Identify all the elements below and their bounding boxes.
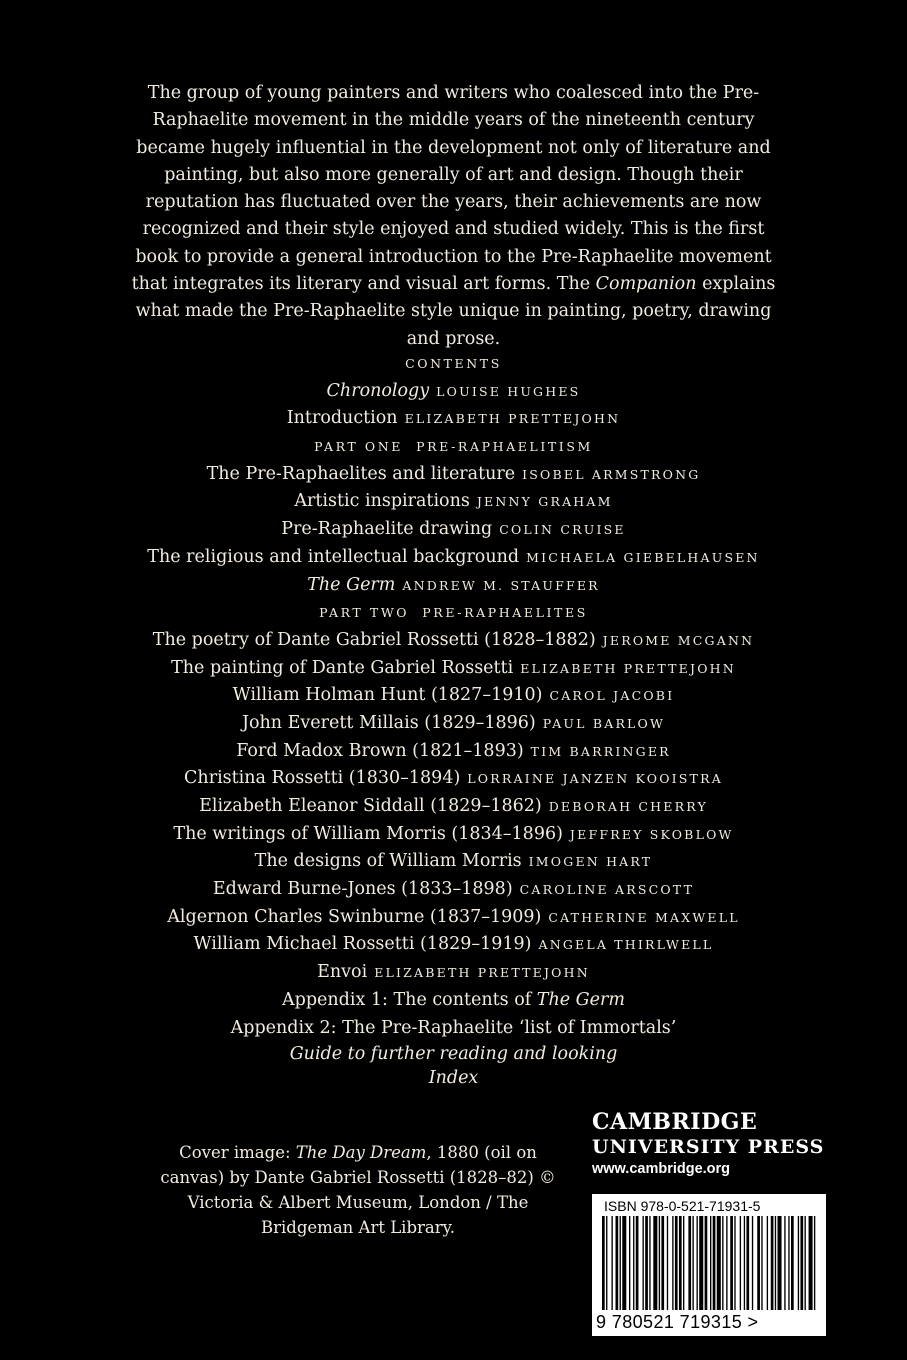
barcode-bar (697, 1216, 698, 1310)
toc-title: Edward Burne-Jones (1833–1898) (212, 879, 513, 900)
barcode-bar (814, 1216, 815, 1310)
toc-title: Algernon Charles Swinburne (1837–1909) (167, 906, 542, 927)
part-one-heading: PART ONE PRE-RAPHAELITISM (314, 439, 593, 455)
toc-entry (60, 710, 847, 738)
barcode-bar (726, 1216, 727, 1310)
barcode-bar (767, 1216, 768, 1310)
toc-title: The religious and intellectual background (147, 546, 520, 567)
barcode-bar (734, 1216, 735, 1310)
toc-title: Appendix 2: The Pre-Raphaelite ‘list of Immortals’ (230, 1017, 677, 1038)
barcode-bar (622, 1216, 626, 1310)
toc-title-italic: The Germ (536, 989, 625, 1010)
barcode-bar (717, 1216, 721, 1310)
barcode-bar (675, 1216, 678, 1310)
toc-entry (60, 461, 847, 489)
part-two-heading: PART TWO PRE-RAPHAELITES (319, 605, 588, 621)
toc-entry-guide: Guide to further reading and looking (289, 1044, 618, 1065)
blurb-companion: Companion (595, 274, 697, 295)
barcode-bar (757, 1216, 760, 1310)
barcode-bar (784, 1216, 785, 1310)
toc-entry (60, 627, 847, 655)
publisher-sub: UNIVERSITY PRESS (592, 1136, 825, 1158)
barcode-bar (730, 1216, 733, 1310)
toc-author: CATHERINE MAXWELL (548, 909, 740, 925)
toc-entry-index: Index (428, 1068, 479, 1089)
credit-artwork: The Day Dream (295, 1143, 427, 1162)
barcode-bars (600, 1216, 818, 1310)
barcode-bar (713, 1216, 716, 1310)
back-cover-blurb (120, 80, 787, 353)
barcode-bar (672, 1216, 673, 1310)
barcode-bar (710, 1216, 711, 1310)
barcode-bar (722, 1216, 723, 1310)
barcode-bar (761, 1216, 762, 1310)
toc-entry (60, 655, 847, 683)
barcode-bar (653, 1216, 657, 1310)
toc-title: John Everett Millais (1829–1896) (241, 712, 536, 733)
credit-rest: , 1880 (oil on canvas) by Dante Gabriel Rossetti (1828–82) © Victoria & Albert Museum, London / The Bridgeman Art Library. (160, 1143, 556, 1237)
barcode-bar (616, 1216, 619, 1310)
publisher-url: www.cambridge.org (592, 1161, 731, 1177)
toc-title: William Michael Rossetti (1829–1919) (193, 934, 532, 955)
toc-entry-chronology (60, 378, 847, 406)
barcode-bar (620, 1216, 621, 1310)
toc-entry (60, 793, 847, 821)
barcode-bar (791, 1216, 794, 1310)
toc-title: Introduction (286, 408, 398, 429)
toc-author: PAUL BARLOW (542, 715, 666, 731)
toc-title: Appendix 1: The contents of (282, 989, 537, 1010)
toc-author: ELIZABETH PRETTEJOHN (374, 965, 590, 981)
toc-entry-appendix-2 (60, 1015, 847, 1043)
isbn-barcode (592, 1194, 826, 1336)
part-two-items (60, 627, 847, 987)
toc-title: William Holman Hunt (1827–1910) (232, 685, 543, 706)
toc-entry (60, 821, 847, 849)
toc-title: Envoi (317, 962, 368, 983)
toc-author: CAROLINE ARSCOTT (519, 882, 695, 898)
barcode-bar (629, 1216, 630, 1310)
toc-author: JEROME MCGANN (602, 632, 755, 648)
toc-author: ISOBEL ARMSTRONG (522, 466, 701, 482)
toc-entry (60, 959, 847, 987)
toc-title: The Germ (307, 574, 396, 595)
toc-title: Christina Rossetti (1830–1894) (184, 768, 461, 789)
barcode-bar (699, 1216, 703, 1310)
publisher-name: cambridge (592, 1101, 758, 1137)
barcode-bar (659, 1216, 660, 1310)
toc-author: ELIZABETH PRETTEJOHN (520, 660, 736, 676)
toc-author: LOUISE HUGHES (436, 383, 581, 399)
barcode-bar (800, 1216, 803, 1310)
barcode-bar (688, 1216, 691, 1310)
barcode-bar (788, 1216, 789, 1310)
toc-author: ANGELA THIRLWELL (538, 937, 714, 953)
toc-entry (60, 738, 847, 766)
barcode-bar (661, 1216, 664, 1310)
barcode-bar (805, 1216, 806, 1310)
barcode-bar (636, 1216, 639, 1310)
toc-author: TIM BARRINGER (530, 743, 671, 759)
toc-entry (60, 904, 847, 932)
toc-entry (60, 544, 847, 572)
barcode-bar (667, 1216, 668, 1310)
part-one-items (60, 461, 847, 572)
cover-image-credit (150, 1140, 566, 1240)
toc-author: DEBORAH CHERRY (548, 799, 708, 814)
barcode-bar (744, 1216, 745, 1310)
toc-entry (60, 876, 847, 904)
barcode-bar (746, 1216, 749, 1310)
toc-author: JEFFREY SKOBLOW (569, 826, 734, 842)
toc-title: Chronology (326, 380, 430, 401)
toc-title: Pre-Raphaelite drawing (281, 519, 493, 540)
toc-title: The poetry of Dante Gabriel Rossetti (1828–1882) (152, 629, 596, 650)
publisher-logo (592, 1102, 832, 1180)
barcode-bar (649, 1216, 650, 1310)
toc-title: Ford Madox Brown (1821–1893) (236, 740, 524, 761)
toc-entry (60, 931, 847, 959)
toc-author: ANDREW M. STAUFFER (402, 577, 600, 593)
toc-entry (60, 765, 847, 793)
toc-entry (60, 848, 847, 876)
barcode-bar (809, 1216, 813, 1310)
toc-author: IMOGEN HART (528, 854, 653, 870)
barcode-bar (705, 1216, 708, 1310)
isbn-number: ISBN 978-0-521-71931-5 (604, 1198, 761, 1214)
blurb-text-end: explains what made the Pre-Raphaelite style unique in painting, poetry, drawing and prose. (135, 274, 776, 349)
barcode-bar (752, 1216, 753, 1310)
barcode-bar (775, 1216, 776, 1310)
credit-label: Cover image: (179, 1143, 296, 1162)
barcode-bar (643, 1216, 644, 1310)
barcode-bar (645, 1216, 648, 1310)
toc-author: CAROL JACOBI (549, 688, 675, 704)
toc-author: LORRAINE JANZEN KOOISTRA (467, 771, 723, 787)
barcode-bar (633, 1216, 634, 1310)
blurb-text: The group of young painters and writers who coalesced into the Pre-Raphaelite movement in the middle years of the nineteenth century became hugely influential in the development not only of literature and painting, but also more generally of art and design. Though their reputation has fluctuated over the years, their achievements are now recognized and their style enjoyed and studied widely. This is the first book to provide a general introduction to the Pre-Raphaelite movement that integrates its literary and visual art forms. The (131, 83, 772, 295)
barcode-bar (778, 1216, 782, 1310)
toc-title: Elizabeth Eleanor Siddall (1829–1862) (199, 796, 542, 816)
barcode-bar (692, 1216, 693, 1310)
ean-digits: 9 780521 719315 > (596, 1312, 759, 1332)
barcode-bar (798, 1216, 799, 1310)
barcode-bar (683, 1216, 684, 1310)
toc-entry-appendix-1 (60, 987, 847, 1015)
toc-title: The painting of Dante Gabriel Rossetti (171, 657, 514, 678)
contents-heading: CONTENTS (405, 356, 502, 371)
toc-title: The writings of William Morris (1834–1896) (173, 823, 563, 844)
barcode-bar (602, 1216, 605, 1310)
toc-entry (60, 488, 847, 516)
toc-entry-introduction (60, 405, 847, 433)
barcode-bar (771, 1216, 774, 1310)
toc-title: The Pre-Raphaelites and literature (206, 463, 516, 484)
toc-author: MICHAELA GIEBELHAUSEN (526, 549, 760, 565)
barcode-bar (740, 1216, 741, 1310)
barcode-bar (606, 1216, 607, 1310)
toc-entry (60, 682, 847, 710)
toc-author: COLIN CRUISE (499, 522, 626, 538)
toc-entry-germ (60, 572, 847, 600)
barcode-bar (611, 1216, 612, 1310)
barcode-bar (679, 1216, 682, 1310)
contents-list (60, 350, 847, 1090)
toc-author: ELIZABETH PRETTEJOHN (404, 411, 621, 427)
toc-author: JENNY GRAHAM (476, 494, 613, 510)
toc-title: Artistic inspirations (294, 491, 470, 512)
toc-title: The designs of William Morris (254, 851, 522, 872)
toc-entry (60, 516, 847, 544)
